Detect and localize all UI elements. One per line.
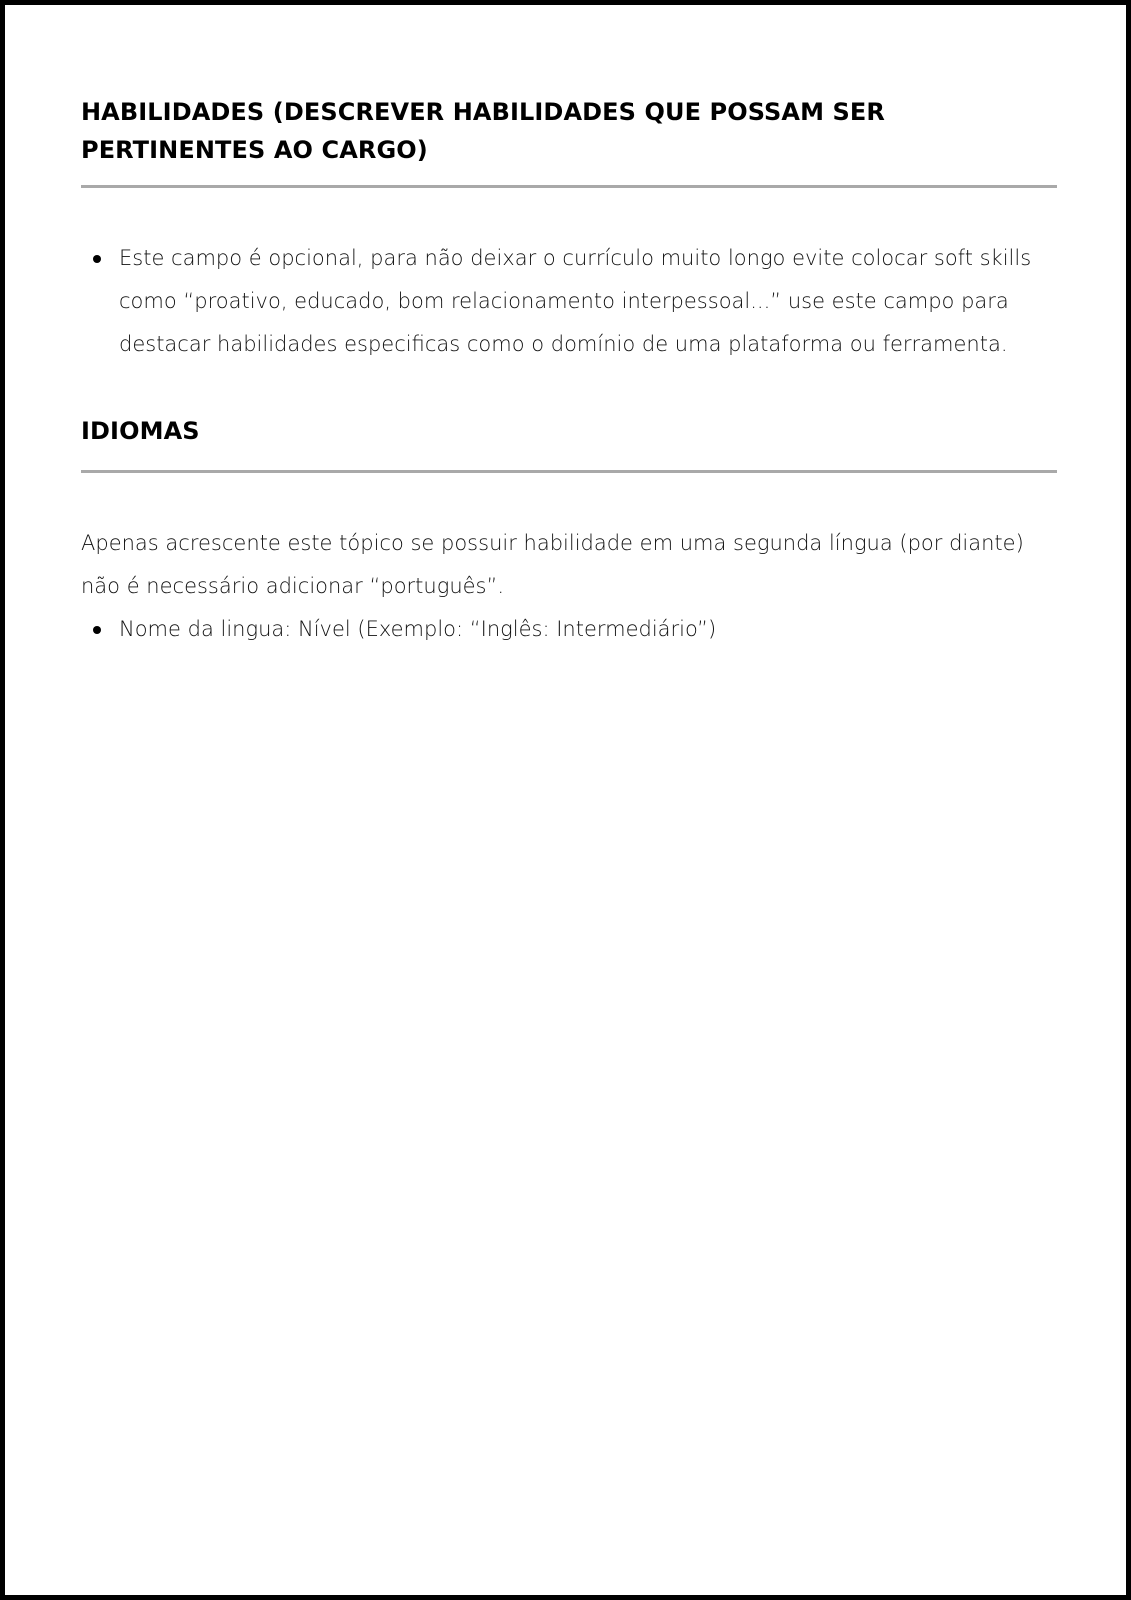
bullet-icon <box>93 626 101 634</box>
section-divider <box>81 470 1057 473</box>
section-title-idiomas: IDIOMAS <box>81 417 200 445</box>
page-content <box>81 93 1057 651</box>
section-title-habilidades: HABILIDADES (DESCREVER HABILIDADES QUE POSSAM SER PERTINENTES AO CARGO) <box>81 98 885 164</box>
list-item-text: Este campo é opcional, para não deixar o currículo muito longo evite colocar soft skills como “proativo, educado, bom relacionamento interpessoal...” use este campo para destacar habilidades especificas como o domínio de uma plataforma ou ferramenta. <box>119 246 1032 356</box>
list-item <box>81 608 1057 651</box>
idiomas-paragraph: Apenas acrescente este tópico se possuir habilidade em uma segunda língua (por diante) não é necessário adicionar “português”. <box>81 531 1024 598</box>
section-divider <box>81 185 1057 188</box>
bullet-icon <box>93 255 101 263</box>
habilidades-list <box>81 237 1057 366</box>
idiomas-list <box>81 608 1057 651</box>
list-item-text: Nome da lingua: Nível (Exemplo: “Inglês: Intermediário”) <box>119 617 717 641</box>
list-item <box>81 237 1057 366</box>
